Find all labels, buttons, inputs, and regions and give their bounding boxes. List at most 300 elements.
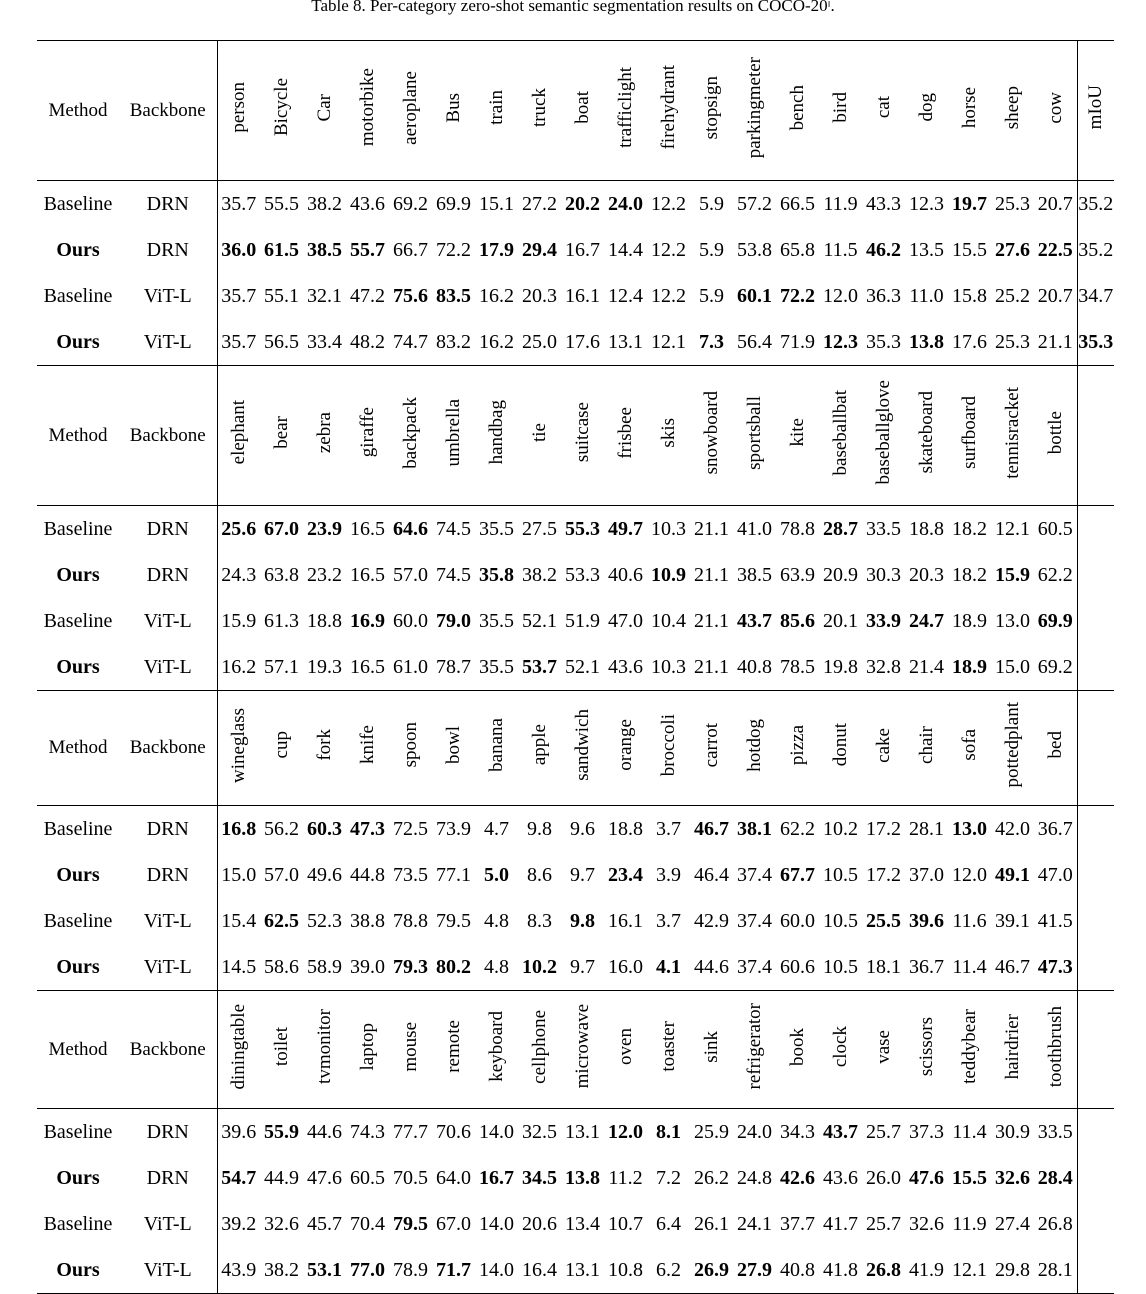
value-cell: 39.6 (909, 909, 944, 932)
value-cell: 25.9 (690, 1109, 733, 1156)
value-cell: 63.8 (264, 563, 299, 586)
results-table (37, 40, 1114, 1294)
value-cell: 60.0 (393, 609, 428, 632)
category-label: cat (873, 96, 894, 119)
value-cell: 62.5 (264, 909, 299, 932)
category-header (346, 991, 389, 1109)
value-cell: 43.7 (737, 609, 772, 632)
value-cell: 32.6 (995, 1166, 1030, 1189)
category-header (475, 991, 518, 1109)
value-cell: 11.4 (948, 1109, 991, 1156)
category-label: carrot (701, 722, 722, 768)
method-cell: Ours (56, 238, 100, 261)
value-cell: 57.0 (264, 863, 299, 886)
miou-value-cell (1077, 552, 1114, 598)
category-header (432, 991, 475, 1109)
category-header (604, 366, 647, 506)
value-cell: 15.5 (952, 1166, 987, 1189)
value-cell: 28.7 (819, 506, 862, 553)
value-cell: 46.7 (690, 806, 733, 853)
category-label: apple (529, 724, 550, 766)
value-cell: 23.2 (307, 563, 342, 586)
value-cell: 39.2 (217, 1201, 260, 1247)
category-header (905, 41, 948, 181)
value-cell: 18.8 (905, 506, 948, 553)
category-header (776, 41, 819, 181)
value-cell: 60.6 (780, 955, 815, 978)
category-header (217, 991, 260, 1109)
category-label: bench (787, 84, 808, 131)
category-label: vase (873, 1029, 894, 1064)
category-header (819, 41, 862, 181)
value-cell: 13.0 (948, 806, 991, 853)
value-cell: 58.9 (307, 955, 342, 978)
category-label: remote (443, 1020, 464, 1073)
value-cell: 73.9 (432, 806, 475, 853)
value-cell: 38.1 (733, 806, 776, 853)
category-label: trafficlight (615, 67, 636, 148)
value-cell: 69.9 (1037, 609, 1073, 632)
value-cell: 17.2 (862, 806, 905, 853)
category-header (647, 691, 690, 806)
value-cell: 25.3 (991, 181, 1034, 228)
category-header (389, 691, 432, 806)
method-header: Method (37, 366, 119, 506)
value-cell: 24.7 (909, 609, 944, 632)
value-cell: 13.5 (909, 238, 944, 261)
value-cell: 64.0 (436, 1166, 471, 1189)
category-header (604, 691, 647, 806)
category-header (475, 41, 518, 181)
value-cell: 35.7 (217, 273, 260, 319)
value-cell: 20.1 (823, 609, 858, 632)
value-cell: 62.2 (1037, 563, 1073, 586)
category-header (733, 691, 776, 806)
category-header (862, 691, 905, 806)
value-cell: 10.4 (651, 609, 686, 632)
method-cell: Baseline (43, 284, 113, 307)
category-header (776, 691, 819, 806)
table-row (37, 1109, 1114, 1156)
category-label: cow (1044, 91, 1066, 124)
category-header (905, 366, 948, 506)
value-cell: 17.6 (565, 330, 600, 353)
value-cell: 12.0 (604, 1109, 647, 1156)
category-label: snowboard (701, 390, 722, 475)
category-header (905, 991, 948, 1109)
value-cell: 60.1 (737, 284, 772, 307)
category-label: scissors (916, 1016, 937, 1077)
value-cell: 44.8 (350, 863, 385, 886)
value-cell: 38.2 (303, 181, 346, 228)
value-cell: 8.3 (527, 909, 552, 932)
value-cell: 25.2 (995, 284, 1030, 307)
value-cell: 43.6 (608, 655, 643, 678)
category-label: dog (916, 93, 937, 122)
value-cell: 18.8 (604, 806, 647, 853)
category-label: sandwich (572, 709, 593, 781)
category-label: bird (830, 92, 851, 123)
value-cell: 15.9 (217, 598, 260, 644)
value-cell: 15.9 (995, 563, 1030, 586)
category-header (561, 41, 604, 181)
table-row (37, 181, 1114, 228)
category-header (604, 991, 647, 1109)
backbone-header: Backbone (119, 991, 217, 1109)
value-cell: 35.5 (479, 655, 514, 678)
value-cell: 27.6 (995, 238, 1030, 261)
value-cell: 8.6 (527, 863, 552, 886)
value-cell: 38.2 (522, 563, 557, 586)
miou-header (1077, 991, 1114, 1109)
value-cell: 28.1 (905, 806, 948, 853)
category-label: elephant (228, 400, 250, 465)
category-header (432, 366, 475, 506)
value-cell: 77.0 (346, 1247, 389, 1294)
value-cell: 30.9 (991, 1109, 1034, 1156)
value-cell: 43.6 (346, 181, 389, 228)
category-header (991, 991, 1034, 1109)
backbone-cell: ViT-L (119, 1247, 217, 1294)
value-cell: 53.3 (565, 563, 600, 586)
value-cell: 41.9 (905, 1247, 948, 1294)
value-cell: 46.7 (995, 955, 1030, 978)
value-cell: 11.2 (608, 1166, 643, 1189)
value-cell: 20.9 (823, 563, 858, 586)
header-row (37, 991, 1114, 1109)
value-cell: 16.0 (608, 955, 643, 978)
value-cell: 37.0 (909, 863, 944, 886)
value-cell: 25.6 (217, 506, 260, 553)
value-cell: 25.5 (866, 909, 901, 932)
category-header (819, 991, 862, 1109)
value-cell: 53.1 (303, 1247, 346, 1294)
value-cell: 11.0 (909, 284, 944, 307)
category-label: orange (615, 719, 636, 771)
value-cell: 3.9 (656, 863, 681, 886)
method-header: Method (37, 41, 119, 181)
value-cell: 18.2 (952, 563, 987, 586)
table-row (37, 644, 1114, 691)
value-cell: 25.7 (866, 1212, 901, 1235)
value-cell: 70.5 (393, 1166, 428, 1189)
backbone-header: Backbone (119, 691, 217, 806)
value-cell: 15.5 (952, 238, 987, 261)
value-cell: 57.0 (393, 563, 428, 586)
value-cell: 13.8 (565, 1166, 600, 1189)
category-label: tie (529, 423, 550, 442)
value-cell: 73.5 (393, 863, 428, 886)
category-header (217, 366, 260, 506)
miou-value-cell (1077, 1247, 1114, 1294)
category-label: firehydrant (658, 65, 679, 150)
backbone-cell: DRN (119, 506, 217, 553)
category-label: parkingmeter (744, 56, 765, 159)
category-label: spoon (400, 722, 421, 768)
miou-value-cell (1077, 806, 1114, 853)
value-cell: 18.9 (952, 609, 987, 632)
value-cell: 16.2 (217, 644, 260, 691)
miou-value-cell (1077, 644, 1114, 691)
value-cell: 58.6 (264, 955, 299, 978)
category-label: person (228, 82, 250, 133)
value-cell: 83.5 (436, 284, 471, 307)
value-cell: 60.3 (303, 806, 346, 853)
category-header (303, 366, 346, 506)
value-cell: 13.1 (561, 1109, 604, 1156)
category-label: bottle (1044, 410, 1066, 455)
value-cell: 49.6 (307, 863, 342, 886)
category-header (475, 691, 518, 806)
value-cell: 47.0 (608, 609, 643, 632)
value-cell: 3.7 (647, 806, 690, 853)
value-cell: 35.7 (217, 319, 260, 366)
value-cell: 78.7 (436, 655, 471, 678)
category-header (217, 41, 260, 181)
category-label: umbrella (443, 398, 464, 467)
value-cell: 12.2 (651, 284, 686, 307)
category-label: clock (830, 1025, 851, 1068)
value-cell: 36.7 (1034, 806, 1077, 853)
value-cell: 7.3 (699, 330, 724, 353)
category-header (862, 41, 905, 181)
table-row (37, 1155, 1114, 1201)
value-cell: 36.0 (217, 227, 260, 273)
backbone-header: Backbone (119, 41, 217, 181)
value-cell: 17.9 (479, 238, 514, 261)
category-label: frisbee (615, 406, 636, 459)
value-cell: 30.3 (866, 563, 901, 586)
category-header (303, 691, 346, 806)
value-cell: 27.9 (733, 1247, 776, 1294)
category-label: knife (357, 725, 378, 765)
category-header (647, 366, 690, 506)
value-cell: 32.5 (518, 1109, 561, 1156)
value-cell: 20.3 (909, 563, 944, 586)
value-cell: 28.4 (1037, 1166, 1073, 1189)
table-row (37, 806, 1114, 853)
backbone-cell: ViT-L (143, 330, 192, 353)
miou-value-cell (1077, 1109, 1114, 1156)
miou-header (1077, 366, 1114, 506)
backbone-cell: DRN (146, 1166, 189, 1189)
value-cell: 10.7 (608, 1212, 643, 1235)
value-cell: 12.0 (952, 863, 987, 886)
category-header (776, 991, 819, 1109)
value-cell: 10.5 (823, 909, 858, 932)
value-cell: 13.8 (909, 330, 944, 353)
category-header (389, 366, 432, 506)
value-cell: 34.5 (522, 1166, 557, 1189)
value-cell: 65.8 (780, 238, 815, 261)
value-cell: 47.0 (1037, 863, 1073, 886)
category-label: kite (787, 418, 808, 447)
category-header (346, 691, 389, 806)
value-cell: 21.1 (694, 563, 729, 586)
category-header (518, 991, 561, 1109)
category-label: bear (271, 416, 292, 449)
method-cell: Ours (37, 1247, 119, 1294)
table-row (37, 944, 1114, 991)
value-cell: 69.2 (389, 181, 432, 228)
value-cell: 11.6 (952, 909, 987, 932)
value-cell: 57.2 (733, 181, 776, 228)
category-label: zebra (314, 411, 335, 454)
category-header (561, 366, 604, 506)
value-cell: 83.2 (436, 330, 471, 353)
value-cell: 55.9 (260, 1109, 303, 1156)
value-cell: 12.2 (647, 181, 690, 228)
miou-value-cell (1077, 898, 1114, 944)
value-cell: 79.5 (436, 909, 471, 932)
value-cell: 43.6 (823, 1166, 858, 1189)
value-cell: 10.3 (651, 655, 686, 678)
value-cell: 19.7 (948, 181, 991, 228)
category-label: mouse (400, 1021, 421, 1072)
value-cell: 21.1 (690, 506, 733, 553)
value-cell: 12.3 (905, 181, 948, 228)
table-row (37, 898, 1114, 944)
category-label: skis (658, 417, 679, 448)
value-cell: 66.5 (776, 181, 819, 228)
category-label: fork (314, 729, 335, 761)
method-cell: Baseline (43, 909, 113, 932)
value-cell: 47.6 (307, 1166, 342, 1189)
category-label: stopsign (701, 75, 722, 140)
value-cell: 79.0 (436, 609, 471, 632)
miou-value-cell (1077, 1201, 1114, 1247)
value-cell: 52.1 (522, 609, 557, 632)
method-cell: Baseline (37, 1109, 119, 1156)
category-label: pottedplant (1002, 702, 1023, 788)
value-cell: 34.3 (776, 1109, 819, 1156)
category-label: teddybear (959, 1009, 980, 1084)
value-cell: 67.0 (260, 506, 303, 553)
category-header (948, 991, 991, 1109)
category-header (948, 41, 991, 181)
category-label: hairdrier (1002, 1013, 1023, 1080)
value-cell: 60.5 (350, 1166, 385, 1189)
value-cell: 5.0 (484, 863, 509, 886)
category-header (217, 691, 260, 806)
category-label: wineglass (228, 707, 250, 783)
category-label: suitcase (572, 402, 593, 463)
miou-value-cell: 35.2 (1077, 181, 1114, 228)
value-cell: 42.9 (694, 909, 729, 932)
category-header (1034, 691, 1077, 806)
value-cell: 44.9 (264, 1166, 299, 1189)
category-header (862, 366, 905, 506)
value-cell: 78.9 (389, 1247, 432, 1294)
category-header (948, 366, 991, 506)
value-cell: 37.4 (737, 863, 772, 886)
value-cell: 56.4 (737, 330, 772, 353)
value-cell: 32.8 (866, 655, 901, 678)
method-cell: Ours (56, 955, 100, 978)
category-header (432, 41, 475, 181)
category-header (991, 691, 1034, 806)
value-cell: 4.8 (484, 909, 509, 932)
value-cell: 51.9 (565, 609, 600, 632)
miou-value-cell (1077, 598, 1114, 644)
value-cell: 21.1 (1037, 330, 1073, 353)
value-cell: 16.7 (565, 238, 600, 261)
value-cell: 26.8 (1037, 1212, 1073, 1235)
value-cell: 12.4 (608, 284, 643, 307)
category-header (303, 991, 346, 1109)
value-cell: 61.0 (393, 655, 428, 678)
method-header: Method (37, 691, 119, 806)
value-cell: 35.3 (866, 330, 901, 353)
value-cell: 69.2 (1037, 655, 1073, 678)
value-cell: 17.6 (952, 330, 987, 353)
value-cell: 29.4 (522, 238, 557, 261)
value-cell: 27.5 (518, 506, 561, 553)
miou-value-cell: 35.3 (1077, 319, 1114, 366)
value-cell: 48.2 (350, 330, 385, 353)
value-cell: 4.8 (484, 955, 509, 978)
category-label: oven (615, 1028, 636, 1065)
value-cell: 44.6 (303, 1109, 346, 1156)
value-cell: 37.3 (905, 1109, 948, 1156)
category-label: donut (830, 723, 851, 767)
backbone-cell: DRN (146, 563, 189, 586)
category-label: sheep (1002, 85, 1023, 130)
value-cell: 53.8 (737, 238, 772, 261)
category-label: hotdog (744, 718, 765, 772)
value-cell: 25.7 (862, 1109, 905, 1156)
backbone-cell: ViT-L (143, 955, 192, 978)
category-label: toilet (271, 1026, 292, 1067)
value-cell: 74.3 (346, 1109, 389, 1156)
value-cell: 19.8 (823, 655, 858, 678)
category-label: pizza (787, 724, 808, 766)
value-cell: 9.6 (561, 806, 604, 853)
value-cell: 14.4 (608, 238, 643, 261)
value-cell: 77.1 (436, 863, 471, 886)
value-cell: 72.2 (436, 238, 471, 261)
category-header (647, 41, 690, 181)
header-row (37, 366, 1114, 506)
value-cell: 13.4 (565, 1212, 600, 1235)
category-header (690, 991, 733, 1109)
miou-header (1077, 691, 1114, 806)
category-header (432, 691, 475, 806)
value-cell: 71.7 (432, 1247, 475, 1294)
backbone-cell: DRN (119, 1109, 217, 1156)
value-cell: 10.9 (651, 563, 686, 586)
category-header (260, 366, 303, 506)
category-label: sportsball (744, 395, 765, 470)
category-label: train (486, 90, 507, 125)
category-label: sofa (959, 729, 980, 761)
category-label: refrigerator (744, 1003, 765, 1090)
value-cell: 38.5 (737, 563, 772, 586)
category-label: tennisracket (1002, 386, 1023, 479)
value-cell: 26.1 (694, 1212, 729, 1235)
value-cell: 16.7 (479, 1166, 514, 1189)
table-body (37, 41, 1114, 1294)
category-header (518, 691, 561, 806)
backbone-cell: DRN (119, 181, 217, 228)
value-cell: 9.7 (570, 863, 595, 886)
value-cell: 67.7 (780, 863, 815, 886)
miou-label: mIoU (1085, 85, 1107, 130)
value-cell: 10.8 (604, 1247, 647, 1294)
value-cell: 54.7 (217, 1155, 260, 1201)
backbone-cell: DRN (119, 806, 217, 853)
value-cell: 20.7 (1034, 181, 1077, 228)
